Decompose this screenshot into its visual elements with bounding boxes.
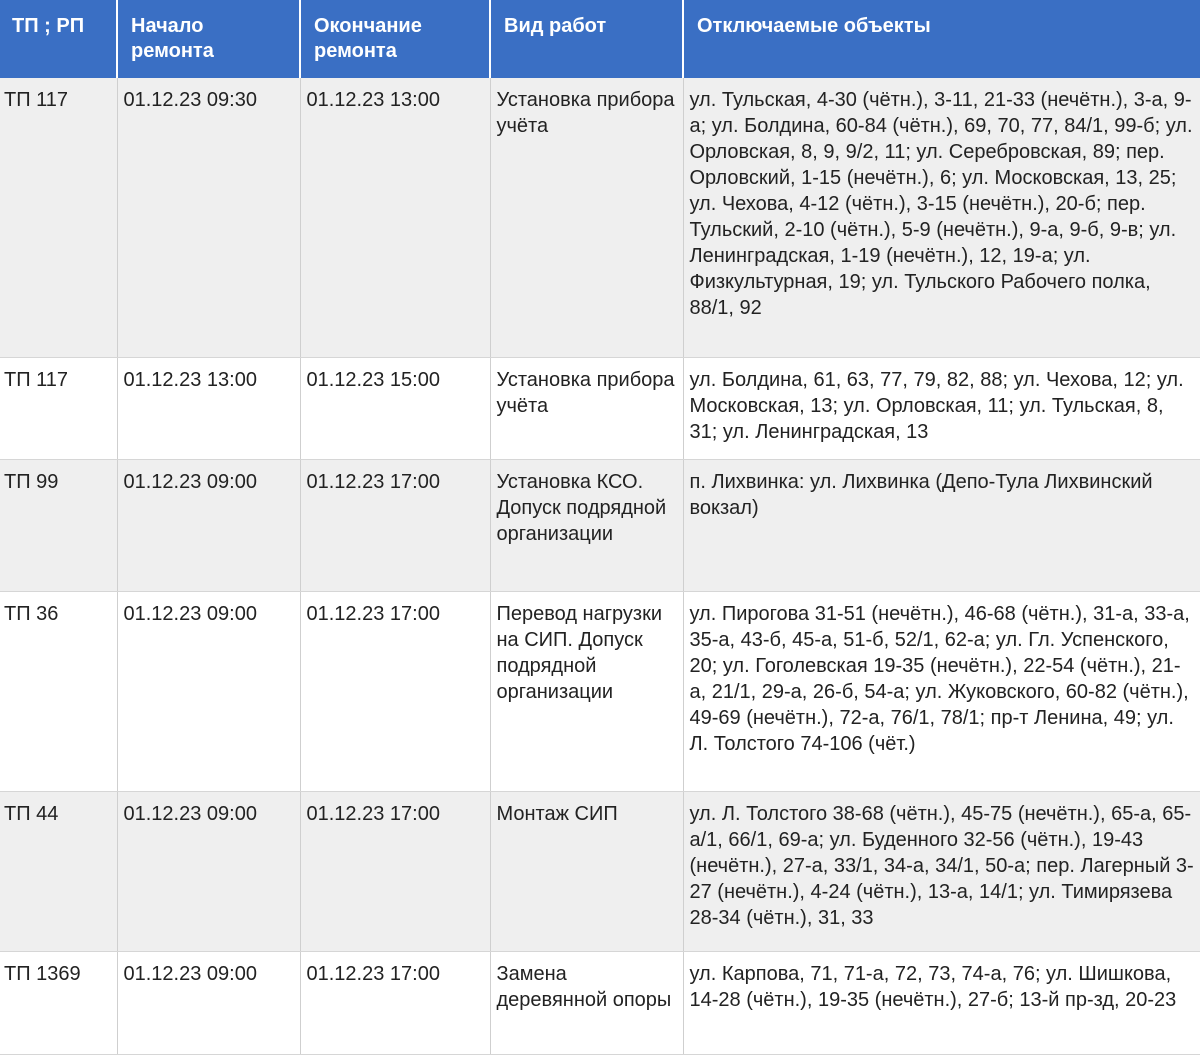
cell-repair-start: 01.12.23 13:00 — [117, 357, 300, 459]
cell-work-type: Установка КСО. Допуск подрядной организации — [490, 459, 683, 591]
header-repair-end: Окончание ремонта — [300, 0, 490, 78]
cell-disconnected-objects: ул. Карпова, 71, 71-а, 72, 73, 74-а, 76; ул. Шишкова, 14-28 (чётн.), 19-35 (нечётн.), 27-б; 13-й пр-зд, 20-23 — [683, 951, 1200, 1054]
header-row — [0, 0, 1200, 78]
cell-repair-start: 01.12.23 09:00 — [117, 791, 300, 951]
header-work-type: Вид работ — [490, 0, 683, 78]
cell-substation: ТП 36 — [0, 591, 117, 791]
cell-substation: ТП 117 — [0, 357, 117, 459]
table-header — [0, 0, 1200, 78]
table-row — [0, 951, 1200, 1054]
cell-disconnected-objects: ул. Пирогова 31-51 (нечётн.), 46-68 (чётн.), 31-а, 33-а, 35-а, 43-б, 45-а, 51-б, 52/1, 62-а; ул. Гл. Успенского, 20; ул. Гоголевская 19-35 (нечётн.), 22-54 (чётн.), 21-а, 21/1, 29-а, 26-б, 54-а; ул. Жуковского, 60-82 (чётн.), 49-69 (нечётн.), 72-а, 76/1, 78/1; пр-т Ленина, 49; ул. Л. Толстого 74-106 (чёт.) — [683, 591, 1200, 791]
cell-repair-end: 01.12.23 17:00 — [300, 791, 490, 951]
header-substation: ТП ; РП — [0, 0, 117, 78]
cell-repair-end: 01.12.23 17:00 — [300, 459, 490, 591]
table-row — [0, 459, 1200, 591]
table-body — [0, 78, 1200, 1054]
cell-disconnected-objects: ул. Тульская, 4-30 (чётн.), 3-11, 21-33 (нечётн.), 3-а, 9-а; ул. Болдина, 60-84 (чётн.), 69, 70, 77, 84/1, 99-б; ул. Орловская, 8, 9, 9/2, 11; ул. Серебровская, 89; пер. Орловский, 1-15 (нечётн.), 6; ул. Московская, 13, 25; ул. Чехова, 4-12 (чётн.), 3-15 (нечётн.), 20-б; пер. Тульский, 2-10 (чётн.), 5-9 (нечётн.), 9-а, 9-б, 9-в; ул. Ленинградская, 1-19 (нечётн.), 12, 19-а; ул. Физкультурная, 19; ул. Тульского Рабочего полка, 88/1, 92 — [683, 78, 1200, 357]
cell-disconnected-objects: ул. Болдина, 61, 63, 77, 79, 82, 88; ул. Чехова, 12; ул. Московская, 13; ул. Орловская, 11; ул. Тульская, 8, 31; ул. Ленинградская, 13 — [683, 357, 1200, 459]
cell-repair-end: 01.12.23 15:00 — [300, 357, 490, 459]
cell-substation: ТП 99 — [0, 459, 117, 591]
table-row — [0, 591, 1200, 791]
cell-substation: ТП 117 — [0, 78, 117, 357]
table-row — [0, 357, 1200, 459]
cell-repair-end: 01.12.23 17:00 — [300, 951, 490, 1054]
cell-repair-end: 01.12.23 13:00 — [300, 78, 490, 357]
cell-work-type: Установка прибора учёта — [490, 78, 683, 357]
cell-repair-start: 01.12.23 09:30 — [117, 78, 300, 357]
header-disconnected-objects: Отключаемые объекты — [683, 0, 1200, 78]
table-row — [0, 791, 1200, 951]
cell-work-type: Монтаж СИП — [490, 791, 683, 951]
header-repair-start: Начало ремонта — [117, 0, 300, 78]
cell-disconnected-objects: п. Лихвинка: ул. Лихвинка (Депо-Тула Лихвинский вокзал) — [683, 459, 1200, 591]
cell-repair-start: 01.12.23 09:00 — [117, 591, 300, 791]
cell-work-type: Перевод нагрузки на СИП. Допуск подрядной организации — [490, 591, 683, 791]
cell-substation: ТП 1369 — [0, 951, 117, 1054]
cell-repair-start: 01.12.23 09:00 — [117, 459, 300, 591]
cell-substation: ТП 44 — [0, 791, 117, 951]
cell-work-type: Установка прибора учёта — [490, 357, 683, 459]
cell-repair-start: 01.12.23 09:00 — [117, 951, 300, 1054]
cell-repair-end: 01.12.23 17:00 — [300, 591, 490, 791]
table-row — [0, 78, 1200, 357]
cell-work-type: Замена деревянной опоры — [490, 951, 683, 1054]
cell-disconnected-objects: ул. Л. Толстого 38-68 (чётн.), 45-75 (нечётн.), 65-а, 65-а/1, 66/1, 69-а; ул. Буденного 32-56 (чётн.), 19-43 (нечётн.), 27-а, 33/1, 34-а, 34/1, 50-а; пер. Лагерный 3-27 (нечётн.), 4-24 (чётн.), 13-а, 14/1; ул. Тимирязева 28-34 (чётн.), 31, 33 — [683, 791, 1200, 951]
